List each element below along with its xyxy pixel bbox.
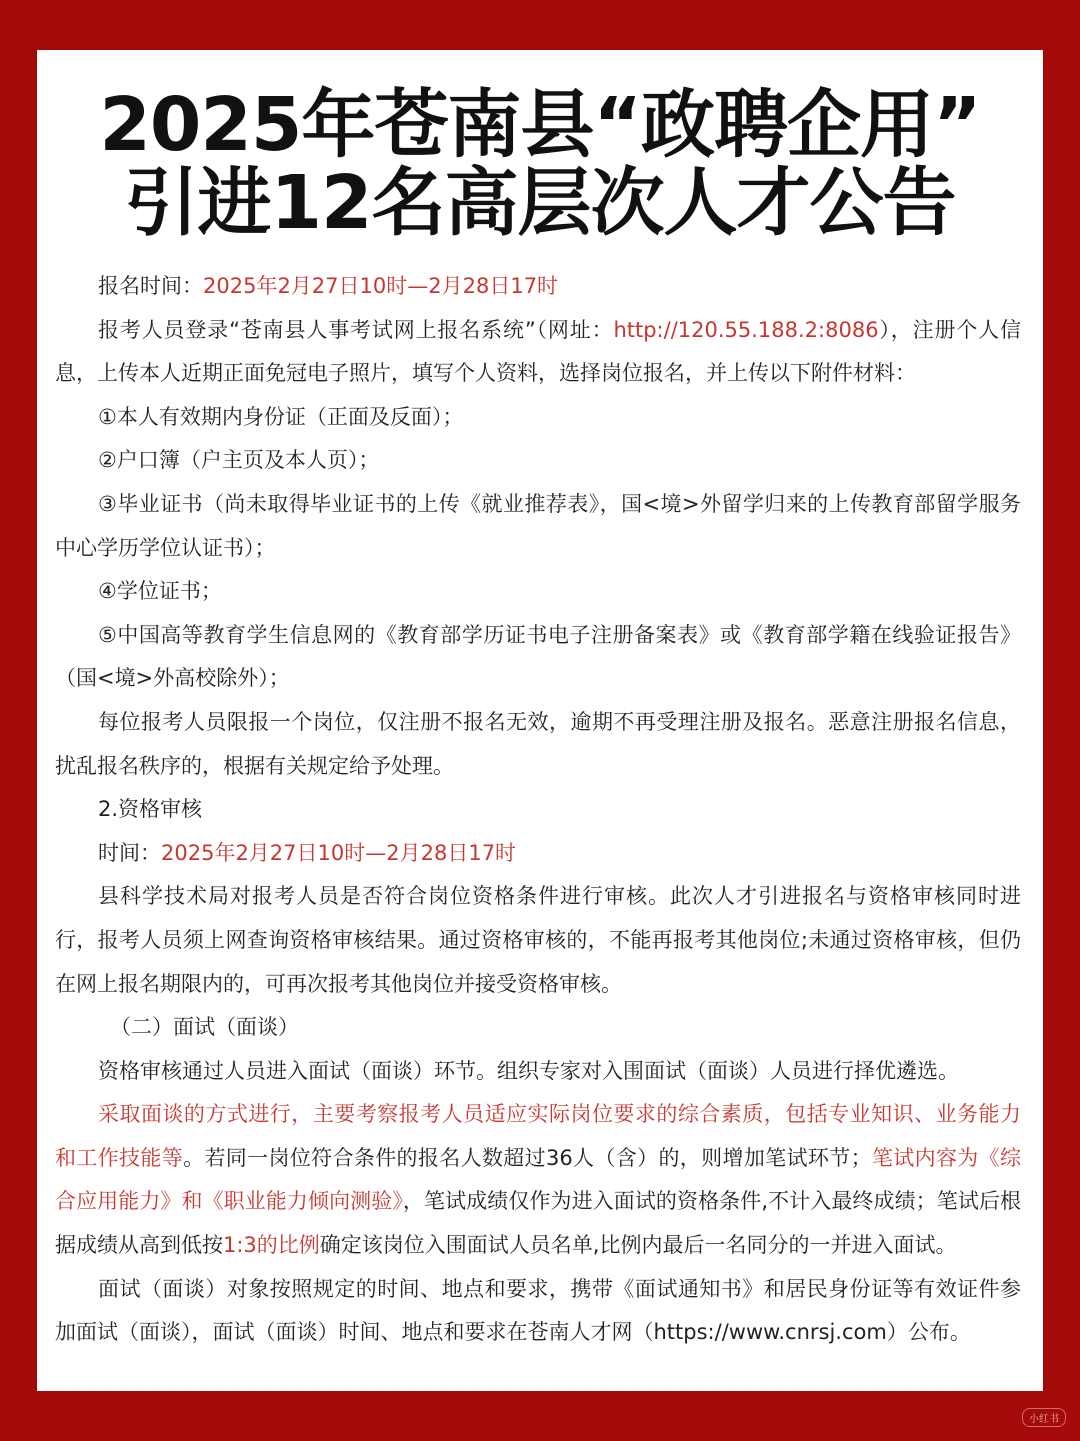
notice-body	[55, 265, 1021, 1355]
attachment-item-3: ③毕业证书（尚未取得毕业证书的上传《就业推荐表》，国<境>外留学归来的上传教育部留学服务中心学历学位认证书）；	[55, 491, 1021, 560]
review-time: 时间：2025年2月27日10时—2月28日17时	[98, 840, 517, 865]
registration-url-link[interactable]: http://120.55.188.2:8086	[613, 317, 879, 342]
registration-time-value: 2025年2月27日10时—2月28日17时	[203, 274, 559, 298]
title-line-2: 引进12名高层次人才公告	[124, 160, 956, 246]
attachment-item-1: ①本人有效期内身份证（正面及反面）；	[98, 404, 464, 429]
registration-time: 报名时间：2025年2月27日10时—2月28日17时	[98, 274, 559, 298]
page-title	[37, 50, 1043, 246]
review-time-value: 2025年2月27日10时—2月28日17时	[161, 840, 517, 865]
attachment-item-2: ②户口簿（户主页及本人页）；	[98, 448, 380, 473]
attachment-item-4: ④学位证书；	[98, 579, 222, 604]
registration-instructions: 报考人员登录“苍南县人事考试网上报名系统”（网址：http://120.55.188.2:8086），注册个人信息，上传本人近期正面免冠电子照片，填写个人资料，选择岗位报名，并上传以下附件材料：	[55, 317, 1021, 386]
attachment-item-5: ⑤中国高等教育学生信息网的《教育部学历证书电子注册备案表》或《教育部学籍在线验证报告》（国<境>外高校除外）；	[55, 622, 1021, 691]
watermark-logo: 小红书	[1022, 1408, 1066, 1427]
registration-rules: 每位报考人员限报一个岗位，仅注册不报名无效，逾期不再受理注册及报名。恶意注册报名信息，扰乱报名秩序的，根据有关规定给予处理。	[55, 709, 1021, 778]
section-heading-interview: （二）面试（面谈）	[110, 1015, 299, 1040]
title-line-1: 2025年苍南县“政聘企用”	[99, 82, 981, 168]
section-heading-qualification-review: 2.资格审核	[98, 797, 203, 822]
review-description: 县科学技术局对报考人员是否符合岗位资格条件进行审核。此次人才引进报名与资格审核同时进行，报考人员须上网查询资格审核结果。通过资格审核的，不能再报考其他岗位;未通过资格审核，但仍在网上报名期限内的，可再次报考其他岗位并接受资格审核。	[55, 884, 1021, 996]
interview-arrangements: 面试（面谈）对象按照规定的时间、地点和要求，携带《面试通知书》和居民身份证等有效证件参加面试（面谈），面试（面谈）时间、地点和要求在苍南人才网（https://www.cnrsj.com）公布。	[55, 1276, 1021, 1345]
interview-method: 采取面谈的方式进行，主要考察报考人员适应实际岗位要求的综合素质，包括专业知识、业务能力和工作技能等。若同一岗位符合条件的报名人数超过36人（含）的，则增加笔试环节；笔试内容为《综合应用能力》和《职业能力倾向测验》，笔试成绩仅作为进入面试的资格条件,不计入最终成绩；笔试后根据成绩从高到低按1:3的比例确定该岗位入围面试人员名单,比例内最后一名同分的一并进入面试。	[55, 1102, 1022, 1258]
notice-paper	[37, 50, 1043, 1391]
interview-intro: 资格审核通过人员进入面试（面谈）环节。组织专家对入围面试（面谈）人员进行择优遴选。	[98, 1058, 959, 1083]
